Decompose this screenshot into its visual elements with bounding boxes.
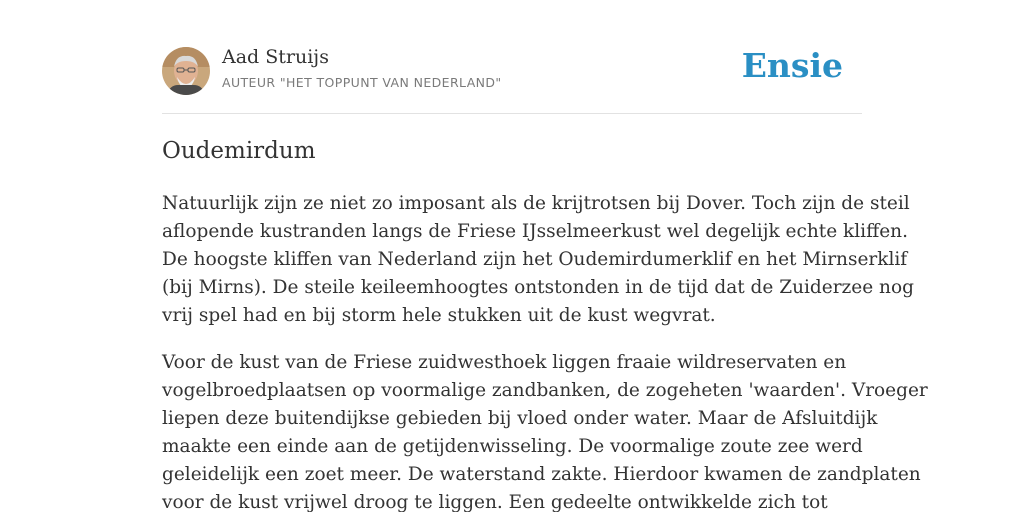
paragraph-2 [162,349,928,512]
text-line: Natuurlijk zijn ze niet zo imposant als de krijtrotsen bij Dover. Toch zijn de steil [162,193,910,214]
author-name[interactable]: Aad Struijs [222,46,329,68]
text-line: vogelbroedplaatsen op voormalige zandbanken, de zogeheten 'waarden'. Vroeger [162,380,928,401]
text-line: voor de kust vrijwel droog te liggen. Een gedeelte ontwikkelde zich tot [162,492,828,512]
author-avatar[interactable] [162,47,210,95]
text-line: aflopende kustranden langs de Friese IJsselmeerkust wel degelijk echte kliffen. [162,221,908,242]
text-line: geleidelijk een zoet meer. De waterstand zakte. Hierdoor kwamen de zandplaten [162,464,921,485]
author-photo-icon [162,47,210,95]
text-line: Voor de kust van de Friese zuidwesthoek liggen fraaie wildreservaten en [162,352,847,373]
article-title: Oudemirdum [162,138,316,164]
text-line: maakte een einde aan de getijdenwisseling. De voormalige zoute zee werd [162,436,863,457]
article-header [162,0,862,114]
text-line: vrij spel had en bij storm hele stukken uit de kust wegvrat. [162,305,716,326]
article-body [162,190,928,512]
paragraph-1 [162,190,914,330]
text-line: liepen deze buitendijkse gebieden bij vloed onder water. Maar de Afsluitdijk [162,408,878,429]
text-line: De hoogste kliffen van Nederland zijn het Oudemirdumerklif en het Mirnserklif [162,249,908,270]
text-line: (bij Mirns). De steile keileemhoogtes ontstonden in de tijd dat de Zuiderzee nog [162,277,914,298]
ensie-logo[interactable]: Ensie [741,46,843,85]
author-tagline: AUTEUR "HET TOPPUNT VAN NEDERLAND" [222,75,502,90]
article-container [162,0,928,512]
